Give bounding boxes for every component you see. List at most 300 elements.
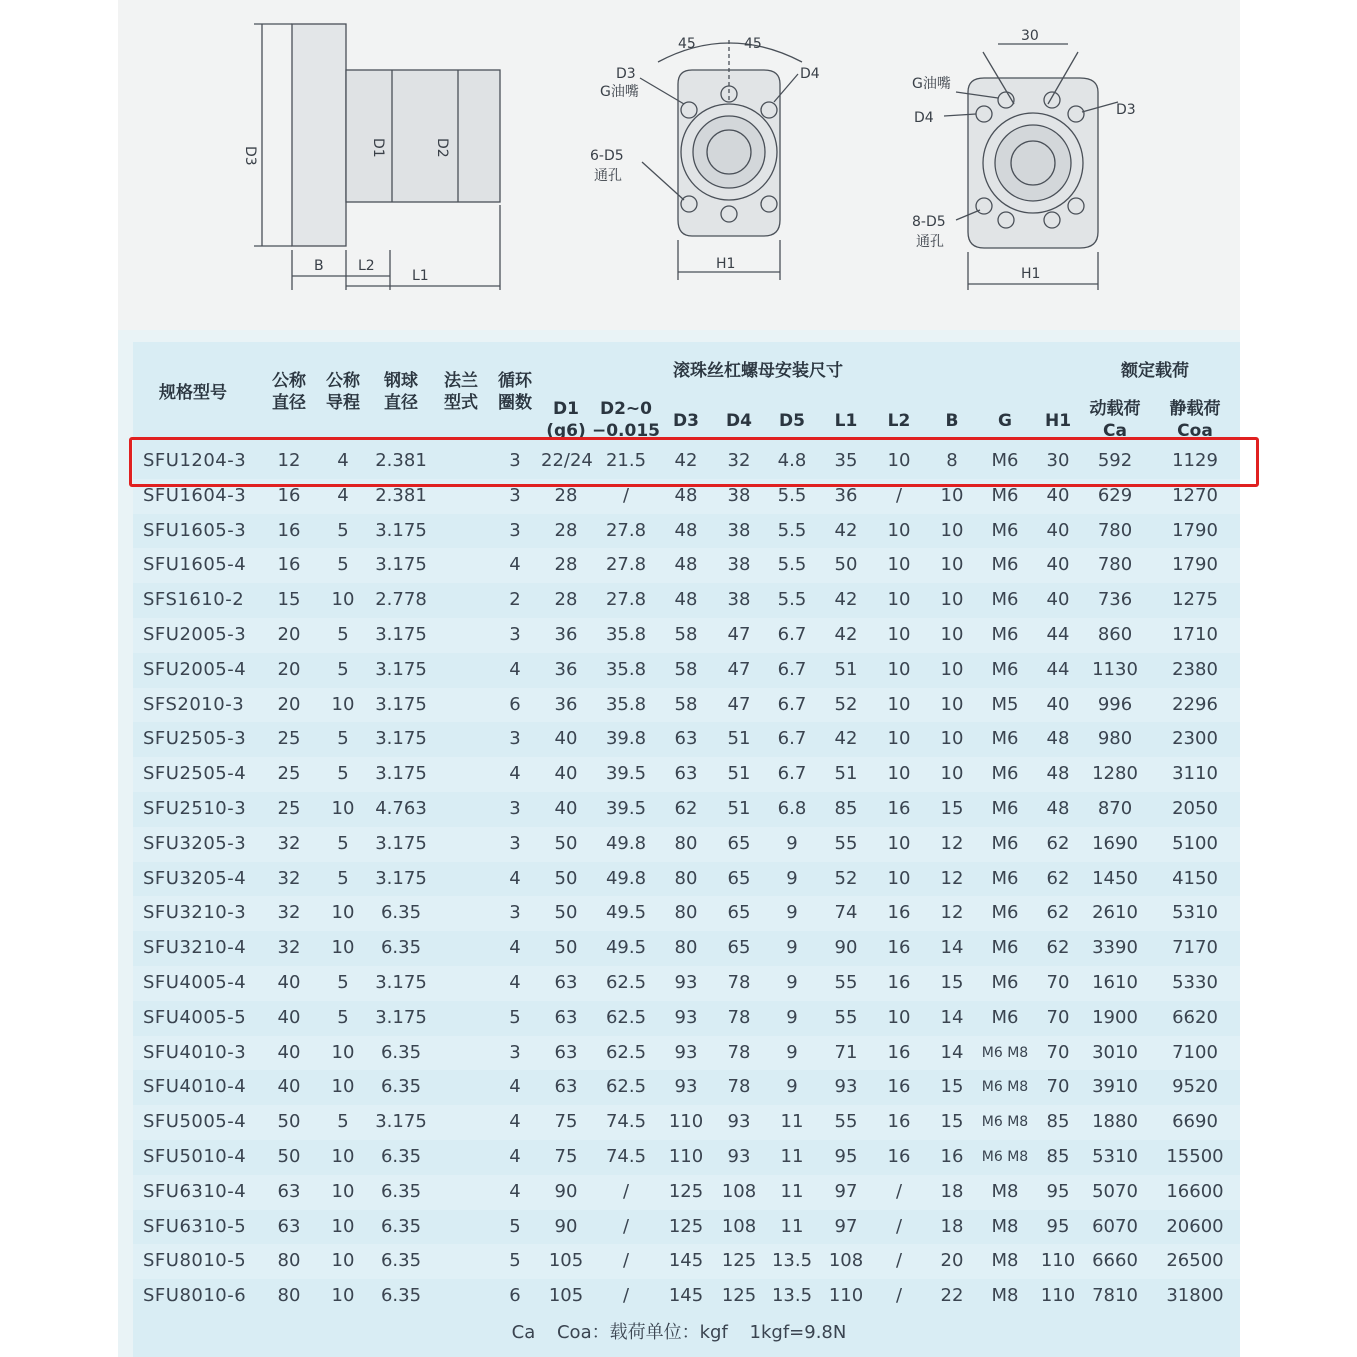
cell-d5: 6.7 [777, 728, 807, 750]
cell-coa: 2300 [1172, 728, 1218, 750]
column-header-ca: 动载荷 Ca [1089, 399, 1141, 441]
cell-l2: 16 [887, 1111, 911, 1133]
cell-d5: 13.5 [771, 1250, 813, 1272]
cell-d4: 51 [727, 798, 751, 819]
cell-l2: 10 [887, 658, 911, 680]
cell-d3: 58 [674, 693, 698, 715]
cell-l1: 52 [834, 867, 858, 889]
cell-b: 12 [940, 867, 964, 889]
cell-d5: 11 [780, 1146, 804, 1167]
cell-d5: 5.5 [777, 589, 807, 611]
cell-b: 12 [940, 832, 964, 854]
cell-d5: 6.7 [777, 693, 807, 715]
cell-coa: 31800 [1166, 1285, 1224, 1307]
cell-l2: 16 [887, 1146, 911, 1167]
cell-ball: 3.175 [375, 763, 427, 785]
cell-turns: 3 [509, 902, 521, 924]
flange-b-drawing [912, 28, 1136, 290]
cell-diameter: 16 [277, 554, 301, 576]
cell-d5: 5.5 [777, 484, 807, 506]
cell-flange [436, 931, 486, 966]
cell-l1: 52 [834, 693, 858, 715]
cell-d1: 36 [554, 658, 578, 680]
cell-turns: 3 [509, 832, 521, 854]
table-row [133, 966, 1240, 1001]
cell-turns: 3 [509, 1041, 521, 1063]
cell-g: M6 [991, 972, 1019, 993]
cell-flange [436, 1036, 486, 1071]
cell-model: SFU2505-3 [143, 728, 247, 750]
cell-d3: 110 [668, 1146, 704, 1167]
table-row [133, 1036, 1240, 1071]
column-header-model: 规格型号 [159, 383, 227, 403]
cell-d1: 105 [548, 1285, 584, 1307]
cell-d2: 39.5 [605, 763, 647, 785]
cell-l1: 55 [834, 972, 858, 993]
cell-ball: 3.175 [375, 867, 427, 889]
cell-d2: 39.8 [605, 728, 647, 750]
cell-ca: 5070 [1092, 1180, 1138, 1202]
cell-b: 18 [940, 1180, 964, 1202]
cell-d5: 13.5 [771, 1285, 813, 1307]
cell-coa: 3110 [1172, 763, 1218, 785]
cell-coa: 5310 [1172, 902, 1218, 924]
cell-model: SFU4005-4 [143, 972, 247, 993]
cell-d1: 28 [554, 484, 578, 506]
cell-d3: 80 [674, 867, 698, 889]
cell-l2: 10 [887, 554, 911, 576]
cell-ca: 1690 [1092, 832, 1138, 854]
cell-b: 10 [940, 484, 964, 506]
cell-coa: 5100 [1172, 832, 1218, 854]
cell-ball: 6.35 [380, 1180, 422, 1202]
side-label-l2: L2 [358, 258, 375, 274]
flange-a-label-h1: H1 [716, 256, 736, 272]
cell-ball: 3.175 [375, 728, 427, 750]
side-label-d1: D1 [370, 138, 386, 158]
spec-table [133, 342, 1240, 1357]
cell-d5: 6.8 [777, 798, 807, 819]
cell-model: SFU6310-5 [143, 1215, 247, 1237]
cell-flange [436, 1001, 486, 1036]
cell-d4: 51 [727, 763, 751, 785]
cell-coa: 16600 [1166, 1180, 1224, 1202]
cell-ca: 1900 [1092, 1006, 1138, 1028]
cell-d2: 74.5 [605, 1111, 647, 1133]
cell-flange [436, 1140, 486, 1175]
cell-ball: 3.175 [375, 832, 427, 854]
column-header-turns: 循环 圈数 [498, 371, 532, 413]
footnote-ca: Ca [511, 1322, 536, 1343]
cell-turns: 3 [509, 728, 521, 750]
column-header-d2: D2~0 −0.015 [591, 399, 661, 441]
cell-d1: 28 [554, 554, 578, 576]
cell-coa: 6690 [1172, 1111, 1218, 1133]
cell-diameter: 16 [277, 519, 301, 541]
table-row [133, 722, 1240, 757]
cell-turns: 5 [509, 1006, 521, 1028]
cell-d3: 93 [674, 1041, 698, 1063]
cell-l1: 85 [834, 798, 858, 819]
cell-d4: 93 [727, 1111, 751, 1133]
cell-d4: 78 [727, 1006, 751, 1028]
cell-flange [436, 966, 486, 1001]
cell-ca: 1450 [1092, 867, 1138, 889]
cell-d1: 36 [554, 693, 578, 715]
column-header-diameter: 公称 直径 [272, 371, 306, 413]
table-row [133, 1140, 1240, 1175]
flange-a-drawing [590, 36, 820, 280]
table-row [133, 688, 1240, 723]
cell-d4: 38 [727, 484, 751, 506]
cell-diameter: 63 [277, 1215, 301, 1237]
cell-lead: 5 [337, 554, 349, 576]
cell-d1: 40 [554, 798, 578, 819]
cell-turns: 4 [509, 554, 521, 576]
cell-flange [436, 862, 486, 897]
side-label-d2: D2 [434, 138, 450, 158]
cell-model: SFU3210-3 [143, 902, 247, 924]
cell-d2: / [622, 1250, 630, 1272]
technical-drawing-area [118, 0, 1240, 330]
cell-l1: 71 [834, 1041, 858, 1063]
cell-flange [436, 688, 486, 723]
cell-turns: 3 [509, 624, 521, 645]
cell-ca: 3910 [1092, 1076, 1138, 1098]
cell-d5: 9 [786, 867, 798, 889]
cell-coa: 5330 [1172, 972, 1218, 993]
cell-h1: 40 [1046, 693, 1070, 715]
column-header-l1: L1 [834, 411, 858, 431]
column-header-g: G [998, 411, 1012, 431]
flange-b-label-d3: D3 [1116, 102, 1136, 118]
table-row [133, 827, 1240, 862]
cell-coa: 6620 [1172, 1006, 1218, 1028]
cell-lead: 10 [331, 1180, 355, 1202]
cell-h1: 30 [1046, 450, 1070, 471]
cell-lead: 5 [337, 972, 349, 993]
cell-l2: 10 [887, 693, 911, 715]
cell-d1: 50 [554, 902, 578, 924]
cell-d4: 108 [721, 1215, 757, 1237]
cell-ball: 6.35 [380, 937, 422, 959]
cell-g: M6 [991, 624, 1019, 645]
table-row [133, 514, 1240, 549]
cell-lead: 5 [337, 1006, 349, 1028]
cell-ca: 1610 [1092, 972, 1138, 993]
cell-h1: 62 [1046, 902, 1070, 924]
cell-b: 10 [940, 624, 964, 645]
cell-l1: 97 [834, 1215, 858, 1237]
cell-d2: / [622, 484, 630, 506]
cell-l2: 10 [887, 589, 911, 611]
table-row [133, 1175, 1240, 1210]
cell-ball: 3.175 [375, 1006, 427, 1028]
cell-l1: 36 [834, 484, 858, 506]
cell-g: M6 [991, 450, 1019, 471]
cell-diameter: 15 [277, 589, 301, 611]
cell-d3: 48 [674, 519, 698, 541]
cell-l2: 16 [887, 972, 911, 993]
cell-h1: 44 [1046, 624, 1070, 645]
cell-ca: 1880 [1092, 1111, 1138, 1133]
table-row [133, 862, 1240, 897]
cell-diameter: 20 [277, 658, 301, 680]
cell-ca: 736 [1097, 589, 1133, 611]
cell-d1: 50 [554, 937, 578, 959]
cell-b: 10 [940, 658, 964, 680]
side-label-b: B [314, 258, 324, 274]
cell-l2: 16 [887, 1041, 911, 1063]
table-row [133, 896, 1240, 931]
table-row [133, 1279, 1240, 1314]
cell-diameter: 12 [277, 450, 301, 471]
footnote-coa-unit: Coa：载荷单位：kgf [556, 1322, 728, 1343]
cell-turns: 4 [509, 658, 521, 680]
cell-ball: 2.381 [375, 450, 427, 471]
cell-l1: 42 [834, 519, 858, 541]
cell-lead: 10 [331, 1285, 355, 1307]
cell-h1: 48 [1046, 728, 1070, 750]
cell-d4: 65 [727, 902, 751, 924]
cell-d5: 5.5 [777, 554, 807, 576]
cell-d4: 65 [727, 867, 751, 889]
cell-l1: 97 [834, 1180, 858, 1202]
cell-l1: 95 [834, 1146, 858, 1167]
cell-d4: 93 [727, 1146, 751, 1167]
cell-h1: 70 [1046, 1076, 1070, 1098]
cell-ca: 860 [1097, 624, 1133, 645]
cell-turns: 4 [509, 1180, 521, 1202]
cell-ball: 3.175 [375, 693, 427, 715]
cell-g: M6 [991, 937, 1019, 959]
cell-l1: 50 [834, 554, 858, 576]
cell-turns: 4 [509, 937, 521, 959]
cell-lead: 5 [337, 728, 349, 750]
cell-d2: 49.5 [605, 902, 647, 924]
cell-lead: 5 [337, 832, 349, 854]
column-header-h1: H1 [1044, 411, 1072, 431]
cell-d1: 90 [554, 1215, 578, 1237]
cell-ball: 6.35 [380, 1285, 422, 1307]
cell-d1: 36 [554, 624, 578, 645]
cell-diameter: 40 [277, 1006, 301, 1028]
cell-l2: 10 [887, 867, 911, 889]
cell-h1: 48 [1046, 763, 1070, 785]
cell-b: 10 [940, 763, 964, 785]
cell-g: M6 M8 [981, 1114, 1029, 1131]
cell-l2: / [895, 1215, 903, 1237]
cell-d4: 38 [727, 589, 751, 611]
flange-a-angle-left: 45 [678, 36, 696, 52]
cell-lead: 10 [331, 693, 355, 715]
cell-l2: 10 [887, 450, 911, 471]
cell-d1: 40 [554, 763, 578, 785]
group-header-install: 滚珠丝杠螺母安装尺寸 [673, 361, 843, 381]
cell-ball: 3.175 [375, 972, 427, 993]
cell-lead: 5 [337, 763, 349, 785]
cell-h1: 85 [1046, 1111, 1070, 1133]
cell-d1: 105 [548, 1250, 584, 1272]
cell-d3: 145 [668, 1250, 704, 1272]
cell-g: M8 [991, 1250, 1019, 1272]
cell-d3: 62 [674, 798, 698, 819]
cell-ball: 2.381 [375, 484, 427, 506]
cell-b: 10 [940, 728, 964, 750]
cell-d3: 80 [674, 902, 698, 924]
cell-ca: 780 [1097, 519, 1133, 541]
flange-a-label-g: G油嘴 [600, 84, 639, 100]
table-row [133, 548, 1240, 583]
cell-g: M6 [991, 589, 1019, 611]
cell-flange [436, 514, 486, 549]
cell-l2: 10 [887, 763, 911, 785]
cell-l2: 16 [887, 902, 911, 924]
cell-flange [436, 1175, 486, 1210]
cell-turns: 4 [509, 1146, 521, 1167]
cell-l1: 42 [834, 589, 858, 611]
cell-flange [436, 1105, 486, 1140]
cell-flange [436, 1279, 486, 1314]
cell-b: 15 [940, 1076, 964, 1098]
cell-ball: 6.35 [380, 1076, 422, 1098]
cell-d5: 9 [786, 1041, 798, 1063]
cell-coa: 2380 [1172, 658, 1218, 680]
cell-g: M6 [991, 832, 1019, 854]
cell-coa: 1270 [1172, 484, 1218, 506]
cell-flange [436, 757, 486, 792]
cell-flange [436, 792, 486, 827]
cell-model: SFU5005-4 [143, 1111, 247, 1133]
cell-l2: 16 [887, 798, 911, 819]
table-row [133, 653, 1240, 688]
cell-d4: 38 [727, 519, 751, 541]
side-label-l1: L1 [412, 268, 429, 284]
cell-flange [436, 1070, 486, 1105]
cell-ball: 3.175 [375, 519, 427, 541]
cell-coa: 7170 [1172, 937, 1218, 959]
cell-b: 15 [940, 1111, 964, 1133]
cell-h1: 62 [1046, 937, 1070, 959]
cell-diameter: 63 [277, 1180, 301, 1202]
cell-lead: 10 [331, 1041, 355, 1063]
column-header-coa: 静载荷 Coa [1169, 399, 1221, 441]
group-header-load: 额定载荷 [1121, 361, 1189, 381]
cell-l2: 16 [887, 937, 911, 959]
cell-d4: 65 [727, 937, 751, 959]
cell-ball: 6.35 [380, 1041, 422, 1063]
cell-g: M6 [991, 554, 1019, 576]
cell-flange [436, 827, 486, 862]
cell-model: SFU3210-4 [143, 937, 247, 959]
column-header-ball: 钢球 直径 [384, 371, 418, 413]
cell-d5: 9 [786, 1006, 798, 1028]
cell-h1: 40 [1046, 589, 1070, 611]
cell-d3: 93 [674, 1006, 698, 1028]
cell-lead: 10 [331, 902, 355, 924]
cell-turns: 2 [509, 589, 521, 611]
cell-g: M8 [991, 1180, 1019, 1202]
cell-l1: 55 [834, 1006, 858, 1028]
cell-flange [436, 548, 486, 583]
cell-ca: 870 [1097, 798, 1133, 819]
cell-g: M6 [991, 798, 1019, 819]
cell-d3: 63 [674, 763, 698, 785]
cell-b: 16 [940, 1146, 964, 1167]
cell-flange [436, 896, 486, 931]
cell-diameter: 32 [277, 937, 301, 959]
cell-diameter: 40 [277, 1041, 301, 1063]
cell-d2: 49.8 [605, 832, 647, 854]
cell-ca: 996 [1097, 693, 1133, 715]
flange-a-label-through: 通孔 [594, 168, 622, 184]
cell-d2: 74.5 [605, 1146, 647, 1167]
cell-d3: 93 [674, 972, 698, 993]
cell-b: 10 [940, 519, 964, 541]
cell-h1: 110 [1040, 1285, 1076, 1307]
cell-d3: 145 [668, 1285, 704, 1307]
cell-turns: 3 [509, 450, 521, 471]
cell-diameter: 50 [277, 1111, 301, 1133]
cell-g: M6 [991, 484, 1019, 506]
cell-b: 10 [940, 693, 964, 715]
cell-ca: 980 [1097, 728, 1133, 750]
cell-diameter: 40 [277, 1076, 301, 1098]
cell-h1: 44 [1046, 658, 1070, 680]
cell-coa: 15500 [1166, 1146, 1224, 1167]
footnote [118, 1318, 1240, 1344]
cell-turns: 4 [509, 1111, 521, 1133]
cell-model: SFU3205-4 [143, 867, 247, 889]
cell-ca: 592 [1097, 450, 1133, 471]
cell-g: M6 M8 [981, 1079, 1029, 1096]
cell-d2: 27.8 [605, 519, 647, 541]
table-row [133, 1210, 1240, 1245]
cell-d1: 28 [554, 519, 578, 541]
cell-d4: 51 [727, 728, 751, 750]
cell-d3: 80 [674, 937, 698, 959]
cell-diameter: 25 [277, 728, 301, 750]
cell-turns: 6 [509, 1285, 521, 1307]
cell-turns: 3 [509, 484, 521, 506]
cell-turns: 3 [509, 798, 521, 819]
cell-turns: 5 [509, 1250, 521, 1272]
cell-h1: 62 [1046, 867, 1070, 889]
cell-model: SFU1605-4 [143, 554, 247, 576]
cell-lead: 10 [331, 589, 355, 611]
cell-lead: 5 [337, 1111, 349, 1133]
cell-l1: 108 [828, 1250, 864, 1272]
cell-d2: 62.5 [605, 1006, 647, 1028]
cell-d4: 125 [721, 1250, 757, 1272]
cell-turns: 5 [509, 1215, 521, 1237]
flange-b-angle: 30 [1021, 28, 1039, 44]
cell-l1: 35 [834, 450, 858, 471]
cell-g: M6 [991, 519, 1019, 541]
cell-d1: 90 [554, 1180, 578, 1202]
cell-coa: 1790 [1172, 519, 1218, 541]
cell-d5: 9 [786, 832, 798, 854]
cell-ca: 6070 [1092, 1215, 1138, 1237]
cell-d2: 39.5 [605, 798, 647, 819]
cell-d5: 9 [786, 937, 798, 959]
cell-d5: 11 [780, 1215, 804, 1237]
cell-coa: 2296 [1172, 693, 1218, 715]
cell-diameter: 20 [277, 624, 301, 645]
cell-l2: 10 [887, 624, 911, 645]
cell-g: M6 [991, 763, 1019, 785]
cell-coa: 20600 [1166, 1215, 1224, 1237]
